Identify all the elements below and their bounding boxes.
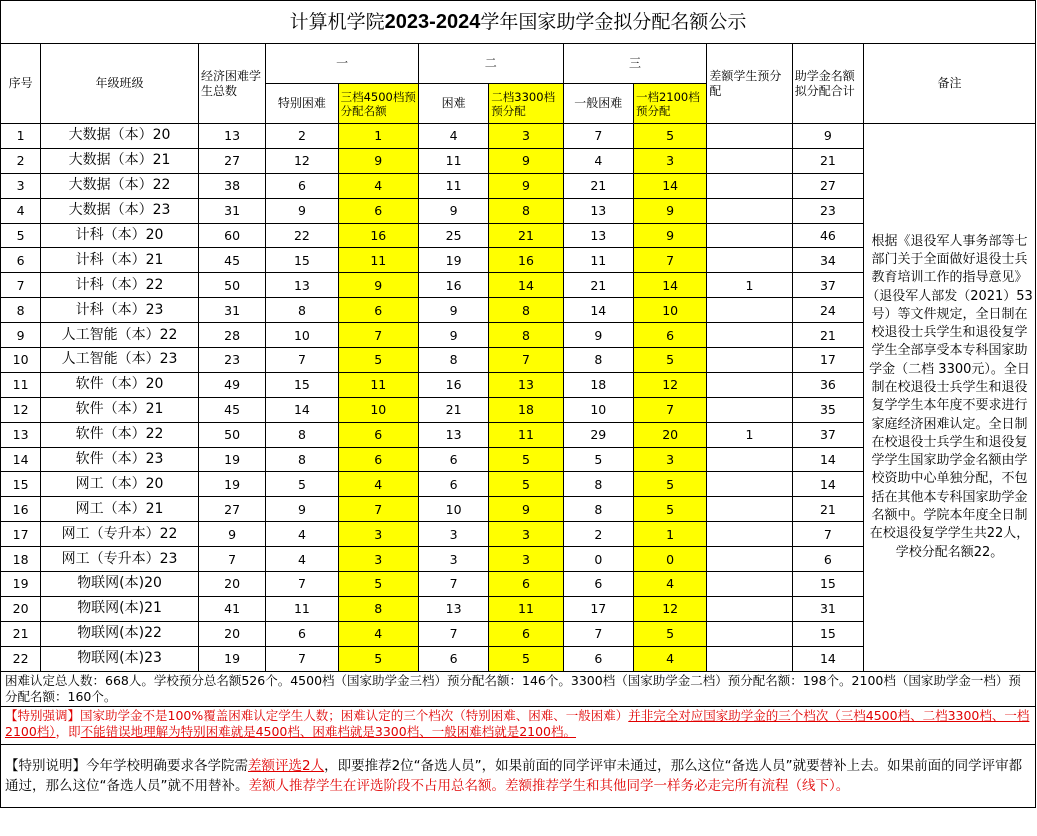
header-group-3: 三 xyxy=(563,44,707,84)
row-sum: 6 xyxy=(792,547,863,572)
row-sum: 21 xyxy=(792,497,863,522)
row-hard: 7 xyxy=(418,572,488,597)
row-special: 4 xyxy=(266,522,338,547)
row-general: 11 xyxy=(563,248,633,273)
data-rows xyxy=(1,124,1036,672)
row-tier3: 6 xyxy=(338,447,418,472)
row-seq: 16 xyxy=(1,497,41,522)
row-hard: 9 xyxy=(418,298,488,323)
row-class: 物联网(本)20 xyxy=(41,572,199,597)
row-extra xyxy=(707,397,792,422)
row-seq: 20 xyxy=(1,596,41,621)
row-hard: 6 xyxy=(418,646,488,671)
row-tier3: 4 xyxy=(338,173,418,198)
row-seq: 11 xyxy=(1,372,41,397)
row-tier2: 16 xyxy=(489,248,563,273)
row-tier2: 8 xyxy=(489,298,563,323)
row-class: 计科（本）20 xyxy=(41,223,199,248)
row-class: 计科（本）21 xyxy=(41,248,199,273)
row-tier3: 9 xyxy=(338,273,418,298)
row-tier1: 5 xyxy=(633,472,706,497)
note-text-a: 【特别说明】今年学校明确要求各学院需 xyxy=(5,757,248,774)
row-extra: 1 xyxy=(707,422,792,447)
row-class: 人工智能（本）23 xyxy=(41,348,199,373)
row-seq: 2 xyxy=(1,148,41,173)
row-tier3: 7 xyxy=(338,497,418,522)
row-general: 6 xyxy=(563,646,633,671)
row-sum: 36 xyxy=(792,372,863,397)
header-tier3: 三档4500档预分配名额 xyxy=(338,84,418,124)
row-total: 45 xyxy=(198,248,265,273)
header-special: 特别困难 xyxy=(266,84,338,124)
row-special: 5 xyxy=(266,472,338,497)
row-special: 9 xyxy=(266,198,338,223)
row-special: 12 xyxy=(266,148,338,173)
title-year: 2023-2024 xyxy=(384,10,481,33)
row-seq: 5 xyxy=(1,223,41,248)
row-extra xyxy=(707,596,792,621)
row-extra xyxy=(707,547,792,572)
row-general: 18 xyxy=(563,372,633,397)
row-special: 8 xyxy=(266,298,338,323)
emphasis-block xyxy=(1,706,1036,744)
row-total: 20 xyxy=(198,572,265,597)
row-tier2: 11 xyxy=(489,596,563,621)
emphasis-text-d: 不能错误地理解为特别困难就是4500档、困难档就是3300档、一般困难档就是2100档。 xyxy=(80,723,577,739)
row-hard: 4 xyxy=(418,124,488,149)
row-class: 软件（本）20 xyxy=(41,372,199,397)
row-hard: 16 xyxy=(418,372,488,397)
row-extra: 1 xyxy=(707,273,792,298)
row-extra xyxy=(707,572,792,597)
emphasis-label: 【特别强调】 xyxy=(5,707,81,723)
row-total: 27 xyxy=(198,148,265,173)
row-tier3: 1 xyxy=(338,124,418,149)
row-total: 50 xyxy=(198,273,265,298)
row-class: 网工（本）21 xyxy=(41,497,199,522)
row-class: 大数据（本）21 xyxy=(41,148,199,173)
row-class: 软件（本）21 xyxy=(41,397,199,422)
row-total: 7 xyxy=(198,547,265,572)
title-prefix: 计算机学院 xyxy=(289,10,385,33)
row-special: 4 xyxy=(266,547,338,572)
row-total: 31 xyxy=(198,198,265,223)
row-total: 49 xyxy=(198,372,265,397)
row-special: 15 xyxy=(266,372,338,397)
row-general: 17 xyxy=(563,596,633,621)
row-total: 38 xyxy=(198,173,265,198)
row-total: 45 xyxy=(198,397,265,422)
row-tier2: 21 xyxy=(489,223,563,248)
row-tier3: 10 xyxy=(338,397,418,422)
row-tier2: 5 xyxy=(489,472,563,497)
row-extra xyxy=(707,248,792,273)
row-tier1: 5 xyxy=(633,124,706,149)
row-seq: 3 xyxy=(1,173,41,198)
row-extra xyxy=(707,372,792,397)
row-tier2: 8 xyxy=(489,323,563,348)
row-class: 大数据（本）20 xyxy=(41,124,199,149)
row-tier1: 20 xyxy=(633,422,706,447)
row-extra xyxy=(707,298,792,323)
row-tier2: 9 xyxy=(489,148,563,173)
summary-line xyxy=(1,671,1036,706)
header-class: 年级班级 xyxy=(41,44,199,124)
note-text-b: 差额评选2人 xyxy=(248,757,325,774)
row-general: 9 xyxy=(563,323,633,348)
row-tier1: 1 xyxy=(633,522,706,547)
row-hard: 10 xyxy=(418,497,488,522)
row-seq: 6 xyxy=(1,248,41,273)
row-sum: 34 xyxy=(792,248,863,273)
row-hard: 11 xyxy=(418,173,488,198)
row-seq: 12 xyxy=(1,397,41,422)
row-general: 21 xyxy=(563,173,633,198)
row-class: 软件（本）23 xyxy=(41,447,199,472)
row-extra xyxy=(707,472,792,497)
row-seq: 8 xyxy=(1,298,41,323)
row-seq: 19 xyxy=(1,572,41,597)
row-seq: 10 xyxy=(1,348,41,373)
row-tier2: 14 xyxy=(489,273,563,298)
header-total: 经济困难学生总数 xyxy=(198,44,265,124)
row-tier2: 6 xyxy=(489,621,563,646)
row-special: 7 xyxy=(266,646,338,671)
row-special: 7 xyxy=(266,572,338,597)
row-extra xyxy=(707,124,792,149)
row-seq: 17 xyxy=(1,522,41,547)
row-general: 0 xyxy=(563,547,633,572)
row-hard: 7 xyxy=(418,621,488,646)
row-tier1: 6 xyxy=(633,323,706,348)
row-general: 8 xyxy=(563,472,633,497)
row-class: 物联网(本)21 xyxy=(41,596,199,621)
special-note-block xyxy=(1,744,1036,807)
emphasis-text-a: 国家助学金不是100%覆盖困难认定学生人数；困难认定的三个档次（特别困难、困难、一般困难） xyxy=(80,707,629,723)
row-hard: 6 xyxy=(418,472,488,497)
row-tier2: 5 xyxy=(489,447,563,472)
table-row xyxy=(1,124,1036,149)
row-tier1: 14 xyxy=(633,273,706,298)
row-tier3: 11 xyxy=(338,372,418,397)
note-text-d: 差额人推荐学生在评选阶段不占用总名额。差额推荐学生和其他同学一样务必走完所有流程（线下）。 xyxy=(248,777,850,794)
row-seq: 21 xyxy=(1,621,41,646)
row-tier3: 5 xyxy=(338,348,418,373)
header-group-2: 二 xyxy=(418,44,563,84)
emphasis-text-c: ，即 xyxy=(55,723,81,739)
row-general: 29 xyxy=(563,422,633,447)
row-general: 2 xyxy=(563,522,633,547)
row-sum: 15 xyxy=(792,572,863,597)
row-tier1: 0 xyxy=(633,547,706,572)
row-tier1: 7 xyxy=(633,397,706,422)
row-special: 2 xyxy=(266,124,338,149)
remark-text: 根据《退役军人事务部等七部门关于全面做好退役士兵教育培训工作的指导意见》（退役军人部发（2021）53号）等文件规定，全日制在校退役士兵学生和退役复学学生全部享受本专科国家助学金（二档 3300元）。全日制在校退役士兵学生和退役复学学生本年度不要求进行家庭经济困难认定。全日制在校退役士兵学生和退役复学学生国家助学金名额由学校资助中心单独分配，不包括在其他本专科国家助学金名额中。学院本年度全日制在校退役复学学生共22人，学校分配名额22。 xyxy=(864,124,1036,672)
header-extra: 差额学生预分配 xyxy=(707,44,792,124)
row-tier3: 5 xyxy=(338,572,418,597)
row-tier3: 6 xyxy=(338,298,418,323)
row-tier2: 6 xyxy=(489,572,563,597)
row-class: 网工（专升本）23 xyxy=(41,547,199,572)
title-suffix: 学年国家助学金拟分配名额公示 xyxy=(480,10,747,33)
row-total: 41 xyxy=(198,596,265,621)
row-class: 软件（本）22 xyxy=(41,422,199,447)
row-general: 5 xyxy=(563,447,633,472)
row-special: 6 xyxy=(266,173,338,198)
row-total: 50 xyxy=(198,422,265,447)
row-special: 9 xyxy=(266,497,338,522)
row-hard: 6 xyxy=(418,447,488,472)
header-group-1: 一 xyxy=(266,44,419,84)
row-seq: 9 xyxy=(1,323,41,348)
row-tier1: 12 xyxy=(633,596,706,621)
row-tier1: 5 xyxy=(633,348,706,373)
row-extra xyxy=(707,323,792,348)
row-class: 物联网(本)22 xyxy=(41,621,199,646)
row-tier3: 7 xyxy=(338,323,418,348)
row-tier1: 9 xyxy=(633,223,706,248)
row-extra xyxy=(707,348,792,373)
row-class: 网工（专升本）22 xyxy=(41,522,199,547)
row-extra xyxy=(707,646,792,671)
row-total: 31 xyxy=(198,298,265,323)
row-tier3: 3 xyxy=(338,547,418,572)
header-remark: 备注 xyxy=(864,44,1036,124)
row-tier1: 9 xyxy=(633,198,706,223)
row-tier2: 3 xyxy=(489,124,563,149)
row-tier1: 3 xyxy=(633,148,706,173)
row-total: 19 xyxy=(198,447,265,472)
row-tier1: 5 xyxy=(633,621,706,646)
row-tier2: 9 xyxy=(489,173,563,198)
row-seq: 18 xyxy=(1,547,41,572)
row-sum: 14 xyxy=(792,472,863,497)
row-extra xyxy=(707,148,792,173)
page-title xyxy=(1,1,1036,44)
summary-text: 困难认定总人数：668人。学校预分总名额526个。4500档（国家助学金三档）预分配名额：146个。3300档（国家助学金二档）预分配名额：198个。2100档（国家助学金一档）预分配名额：160个。 xyxy=(5,672,1021,704)
row-special: 10 xyxy=(266,323,338,348)
row-class: 计科（本）23 xyxy=(41,298,199,323)
row-tier2: 18 xyxy=(489,397,563,422)
row-tier3: 5 xyxy=(338,646,418,671)
row-extra xyxy=(707,522,792,547)
row-tier2: 13 xyxy=(489,372,563,397)
row-hard: 13 xyxy=(418,422,488,447)
note-text-c: ，即要推荐2位“备选人员”，如果前面的同学评审未通过，那么这位“备选人员”就要替补上去。如果前面的同学评审都通过，那么这位“备选人员”就不用替补。 xyxy=(5,757,1023,794)
row-sum: 37 xyxy=(792,422,863,447)
row-seq: 14 xyxy=(1,447,41,472)
row-tier1: 10 xyxy=(633,298,706,323)
row-sum: 21 xyxy=(792,148,863,173)
row-tier1: 5 xyxy=(633,497,706,522)
row-tier3: 16 xyxy=(338,223,418,248)
row-hard: 19 xyxy=(418,248,488,273)
row-hard: 11 xyxy=(418,148,488,173)
row-tier1: 3 xyxy=(633,447,706,472)
row-extra xyxy=(707,198,792,223)
row-tier2: 7 xyxy=(489,348,563,373)
row-general: 8 xyxy=(563,348,633,373)
row-sum: 35 xyxy=(792,397,863,422)
row-sum: 23 xyxy=(792,198,863,223)
row-special: 14 xyxy=(266,397,338,422)
row-special: 8 xyxy=(266,447,338,472)
row-hard: 3 xyxy=(418,522,488,547)
row-tier1: 12 xyxy=(633,372,706,397)
row-general: 6 xyxy=(563,572,633,597)
row-tier3: 9 xyxy=(338,148,418,173)
row-tier3: 11 xyxy=(338,248,418,273)
row-special: 13 xyxy=(266,273,338,298)
row-total: 28 xyxy=(198,323,265,348)
row-seq: 13 xyxy=(1,422,41,447)
row-extra xyxy=(707,497,792,522)
row-special: 11 xyxy=(266,596,338,621)
row-class: 计科（本）22 xyxy=(41,273,199,298)
row-class: 大数据（本）23 xyxy=(41,198,199,223)
row-tier2: 3 xyxy=(489,522,563,547)
row-sum: 7 xyxy=(792,522,863,547)
header-sum: 助学金名额拟分配合计 xyxy=(792,44,863,124)
row-tier2: 5 xyxy=(489,646,563,671)
row-tier1: 4 xyxy=(633,646,706,671)
header-tier2: 二档3300档预分配 xyxy=(489,84,563,124)
row-class: 物联网(本)23 xyxy=(41,646,199,671)
row-tier3: 8 xyxy=(338,596,418,621)
row-special: 15 xyxy=(266,248,338,273)
row-sum: 14 xyxy=(792,447,863,472)
row-general: 14 xyxy=(563,298,633,323)
row-sum: 31 xyxy=(792,596,863,621)
row-extra xyxy=(707,223,792,248)
row-general: 8 xyxy=(563,497,633,522)
row-total: 9 xyxy=(198,522,265,547)
row-general: 10 xyxy=(563,397,633,422)
row-tier2: 3 xyxy=(489,547,563,572)
row-seq: 7 xyxy=(1,273,41,298)
row-sum: 17 xyxy=(792,348,863,373)
row-hard: 8 xyxy=(418,348,488,373)
row-general: 21 xyxy=(563,273,633,298)
row-total: 27 xyxy=(198,497,265,522)
row-hard: 25 xyxy=(418,223,488,248)
row-class: 人工智能（本）22 xyxy=(41,323,199,348)
row-special: 7 xyxy=(266,348,338,373)
row-seq: 22 xyxy=(1,646,41,671)
row-tier3: 6 xyxy=(338,422,418,447)
row-extra xyxy=(707,173,792,198)
row-tier2: 9 xyxy=(489,497,563,522)
row-hard: 9 xyxy=(418,198,488,223)
row-total: 60 xyxy=(198,223,265,248)
row-general: 4 xyxy=(563,148,633,173)
row-tier2: 8 xyxy=(489,198,563,223)
row-total: 19 xyxy=(198,646,265,671)
row-sum: 15 xyxy=(792,621,863,646)
row-tier1: 7 xyxy=(633,248,706,273)
row-tier1: 4 xyxy=(633,572,706,597)
row-tier3: 4 xyxy=(338,472,418,497)
row-seq: 4 xyxy=(1,198,41,223)
row-tier3: 6 xyxy=(338,198,418,223)
row-class: 网工（本）20 xyxy=(41,472,199,497)
row-general: 7 xyxy=(563,124,633,149)
header-hard: 困难 xyxy=(418,84,488,124)
emphasis-text-b: 并非完全对应国家助学金的三个档次（三档4500档、二档3300档、一档2100档） xyxy=(5,707,1030,739)
row-hard: 16 xyxy=(418,273,488,298)
row-tier2: 11 xyxy=(489,422,563,447)
header-seq: 序号 xyxy=(1,44,41,124)
row-tier3: 3 xyxy=(338,522,418,547)
row-hard: 3 xyxy=(418,547,488,572)
row-sum: 46 xyxy=(792,223,863,248)
row-special: 22 xyxy=(266,223,338,248)
row-sum: 37 xyxy=(792,273,863,298)
row-general: 13 xyxy=(563,223,633,248)
row-seq: 1 xyxy=(1,124,41,149)
row-total: 20 xyxy=(198,621,265,646)
row-extra xyxy=(707,447,792,472)
row-hard: 9 xyxy=(418,323,488,348)
row-tier3: 4 xyxy=(338,621,418,646)
row-sum: 24 xyxy=(792,298,863,323)
header-tier1: 一档2100档预分配 xyxy=(633,84,706,124)
row-tier1: 14 xyxy=(633,173,706,198)
row-sum: 14 xyxy=(792,646,863,671)
row-sum: 21 xyxy=(792,323,863,348)
row-special: 8 xyxy=(266,422,338,447)
row-general: 13 xyxy=(563,198,633,223)
row-total: 23 xyxy=(198,348,265,373)
row-total: 19 xyxy=(198,472,265,497)
row-total: 13 xyxy=(198,124,265,149)
row-special: 6 xyxy=(266,621,338,646)
row-sum: 9 xyxy=(792,124,863,149)
row-hard: 21 xyxy=(418,397,488,422)
row-general: 7 xyxy=(563,621,633,646)
header-general: 一般困难 xyxy=(563,84,633,124)
row-class: 大数据（本）22 xyxy=(41,173,199,198)
row-hard: 13 xyxy=(418,596,488,621)
row-seq: 15 xyxy=(1,472,41,497)
row-sum: 27 xyxy=(792,173,863,198)
row-extra xyxy=(707,621,792,646)
